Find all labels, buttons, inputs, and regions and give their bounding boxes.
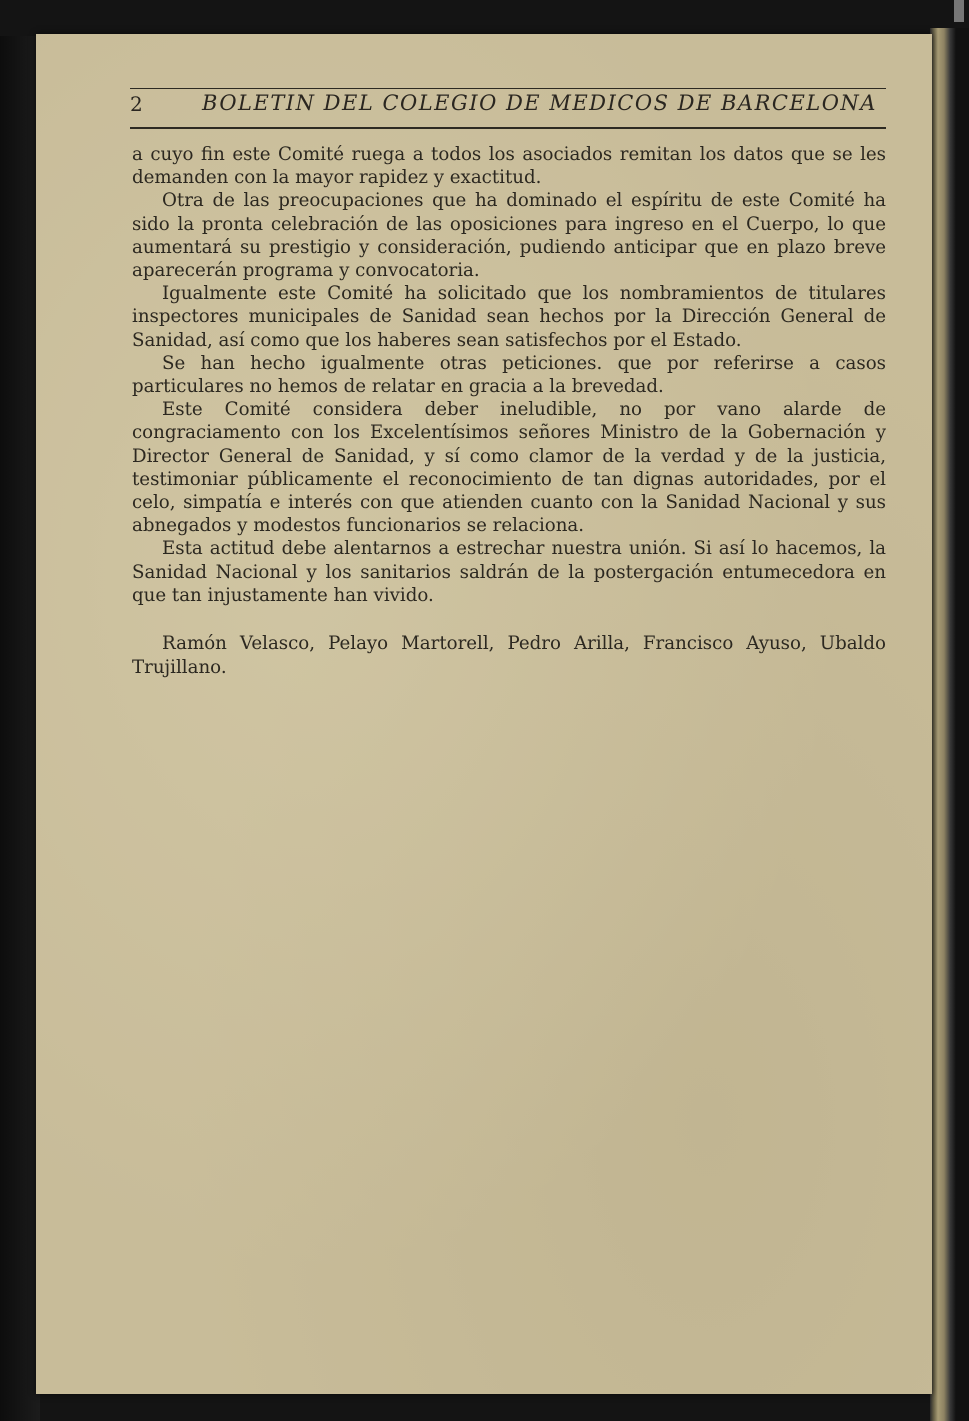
- left-margin-shadow: [0, 0, 40, 1421]
- paragraph: Este Comité considera deber ineludible, no por vano alarde de congraciamento con los Excelentísimos señores Ministro de la Gobernación y Director General de Sanidad, y sí como clamor de la verdad y de la justicia, testimoniar públicamente el reconocimiento de tan dignas autoridades, por el celo, simpatía e interés con que atienden cuanto con la Sanidad Nacional y sus abnegados y modestos funcionarios se relaciona.: [132, 399, 886, 537]
- paragraph: Otra de las preocupaciones que ha dominado el espíritu de este Comité ha sido la pronta celebración de las oposiciones para ingreso en el Cuerpo, lo que aumentará su prestigio y consideración, pudiendo anticipar que en plazo breve aparecerán programa y convocatoria.: [132, 190, 886, 282]
- article-body: [132, 143, 886, 607]
- running-header: [130, 88, 886, 129]
- journal-title: BOLETIN DEL COLEGIO DE MEDICOS DE BARCELONA: [202, 91, 877, 115]
- binding-tab: [954, 0, 964, 22]
- page-number: 2: [130, 92, 143, 116]
- paragraph: Se han hecho igualmente otras peticiones. que por referirse a casos particulares no hemos de relatar en gracia a la brevedad.: [132, 352, 886, 398]
- paragraph: Esta actitud debe alentarnos a estrechar nuestra unión. Si así lo hacemos, la Sanidad Nacional y los sanitarios saldrán de la postergación entumecedora en que tan injustamente han vivido.: [132, 538, 886, 606]
- paragraph: Igualmente este Comité ha solicitado que los nombramientos de titulares inspectores municipales de Sanidad sean hechos por la Dirección General de Sanidad, así como que los haberes sean satisfechos por el Estado.: [132, 283, 886, 351]
- adjacent-pages-edge: [930, 28, 969, 1421]
- paragraph: a cuyo fin este Comité ruega a todos los asociados remitan los datos que se les demanden con la mayor rapidez y exactitud.: [132, 144, 886, 189]
- top-margin-shadow: [0, 0, 969, 36]
- signatories: Ramón Velasco, Pelayo Martorell, Pedro Arilla, Francisco Ayuso, Ubaldo Trujillano.: [132, 633, 886, 678]
